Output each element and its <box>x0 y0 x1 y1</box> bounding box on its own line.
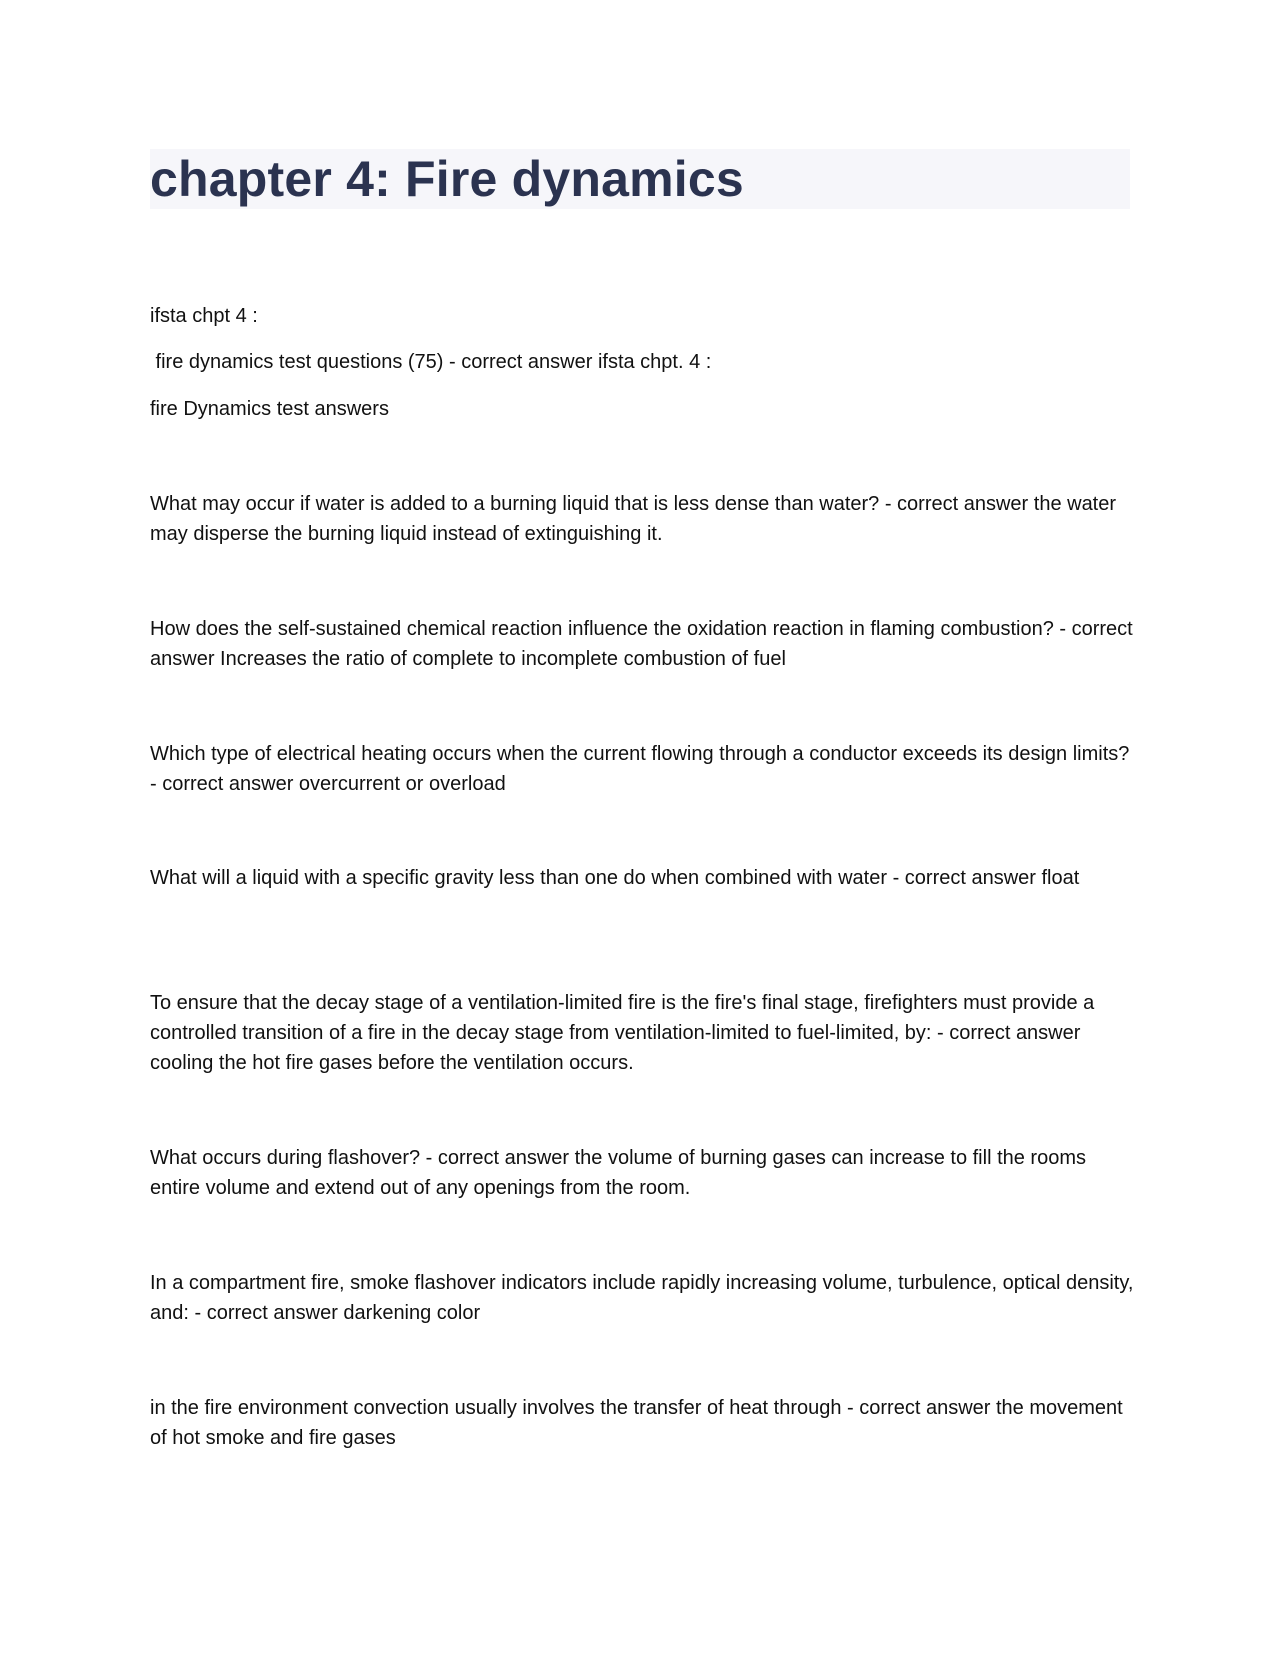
qa-item-7: In a compartment fire, smoke flashover indicators include rapidly increasing volume, turbulence, optical density, and: - correct answer darkening color <box>150 1272 1134 1324</box>
qa-item-8: in the fire environment convection usually involves the transfer of heat through - correct answer the movement of hot smoke and fire gases <box>150 1397 1123 1449</box>
qa-item-5: To ensure that the decay stage of a ventilation-limited fire is the fire's final stage, firefighters must provide a controlled transition of a fire in the decay stage from ventilation-limited to fuel-limited, by: - correct answer cooling the hot fire gases before the ventilation occurs. <box>150 992 1095 1074</box>
qa-item-6: What occurs during flashover? - correct answer the volume of burning gases can increase to fill the rooms entire volume and extend out of any openings from the room. <box>150 1147 1086 1199</box>
qa-item-2: How does the self-sustained chemical reaction influence the oxidation reaction in flaming combustion? - correct answer Increases the ratio of complete to incomplete combustion of fuel <box>150 618 1133 670</box>
intro-line-2: fire dynamics test questions (75) - correct answer ifsta chpt. 4 : <box>150 351 712 373</box>
qa-item-4: What will a liquid with a specific gravity less than one do when combined with water - correct answer float <box>150 867 1080 889</box>
qa-item-1: What may occur if water is added to a burning liquid that is less dense than water? - correct answer the water may disperse the burning liquid instead of extinguishing it. <box>150 493 1117 545</box>
qa-item-3: Which type of electrical heating occurs when the current flowing through a conductor exceeds its design limits? - correct answer overcurrent or overload <box>150 743 1130 795</box>
intro-line-1: ifsta chpt 4 : <box>150 305 258 327</box>
intro-line-3: fire Dynamics test answers <box>150 398 389 420</box>
document-title: chapter 4: Fire dynamics <box>150 151 744 207</box>
